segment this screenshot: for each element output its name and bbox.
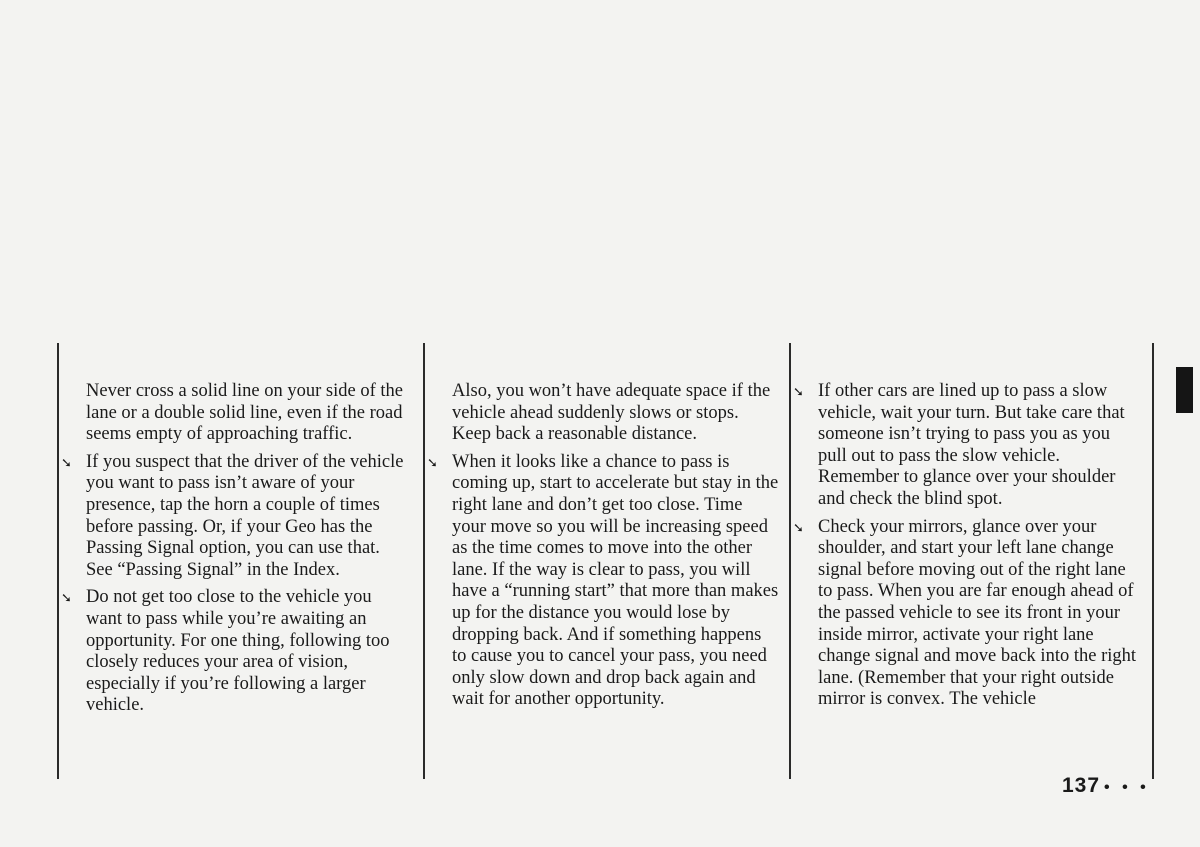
column-rule-far-right <box>1152 343 1154 779</box>
page-number <box>1062 774 1150 798</box>
bullet-arrow-icon: ➘ <box>61 455 72 471</box>
column-rule-middle <box>423 343 425 779</box>
bullet-arrow-icon: ➘ <box>427 455 438 471</box>
bullet-paragraph: ➘ Do not get too close to the vehicle you want to pass while you’re awaiting an opportunity. For one thing, following too closely reduces your area of vision, especially if you’re following a larger vehicle. <box>61 587 390 716</box>
page-number-dots: • • • <box>1104 779 1150 796</box>
text-column-2 <box>427 381 780 717</box>
bullet-arrow-icon: ➘ <box>61 591 72 607</box>
column-rule-right <box>789 343 791 779</box>
text-column-3 <box>793 381 1140 717</box>
text-column-1 <box>61 381 408 723</box>
paragraph: Never cross a solid line on your side of the lane or a double solid line, even if the road seems empty of approaching traffic. <box>86 381 403 445</box>
page-number-value: 137 <box>1062 774 1101 797</box>
bullet-paragraph: ➘ When it looks like a chance to pass is coming up, start to accelerate but stay in the right lane and don’t get too close. Time your move so you will be increasing speed as the time comes to move into the other lane. If the way is clear to pass, you will have a “running start” that more than makes up for the distance you would lose by dropping back. And if something happens to cause you to cancel your pass, you need only slow down and drop back again and wait for another opportunity. <box>427 451 779 710</box>
bullet-paragraph: ➘ If other cars are lined up to pass a slow vehicle, wait your turn. But take care that someone isn’t trying to pass you as you pull out to pass the slow vehicle. Remember to glance over your shoulder and check the blind spot. <box>793 381 1125 509</box>
column-rule-left <box>57 343 59 779</box>
bullet-arrow-icon: ➘ <box>793 520 804 536</box>
bullet-arrow-icon: ➘ <box>793 385 804 400</box>
bullet-paragraph: ➘ Check your mirrors, glance over your shoulder, and start your left lane change signal before moving out of the right lane to pass. When you are far enough ahead of the passed vehicle to see its front in your inside mirror, activate your right lane change signal and move back into the right lane. (Remember that your right outside mirror is convex. The vehicle <box>793 516 1137 710</box>
bullet-paragraph: ➘ If you suspect that the driver of the vehicle you want to pass isn’t aware of your presence, tap the horn a couple of times before passing. Or, if your Geo has the Passing Signal option, you can use that. See “Passing Signal” in the Index. <box>61 451 404 580</box>
paragraph: Also, you won’t have adequate space if the vehicle ahead suddenly slows or stops. Keep back a reasonable distance. <box>452 381 771 445</box>
section-thumb-tab <box>1176 367 1193 413</box>
